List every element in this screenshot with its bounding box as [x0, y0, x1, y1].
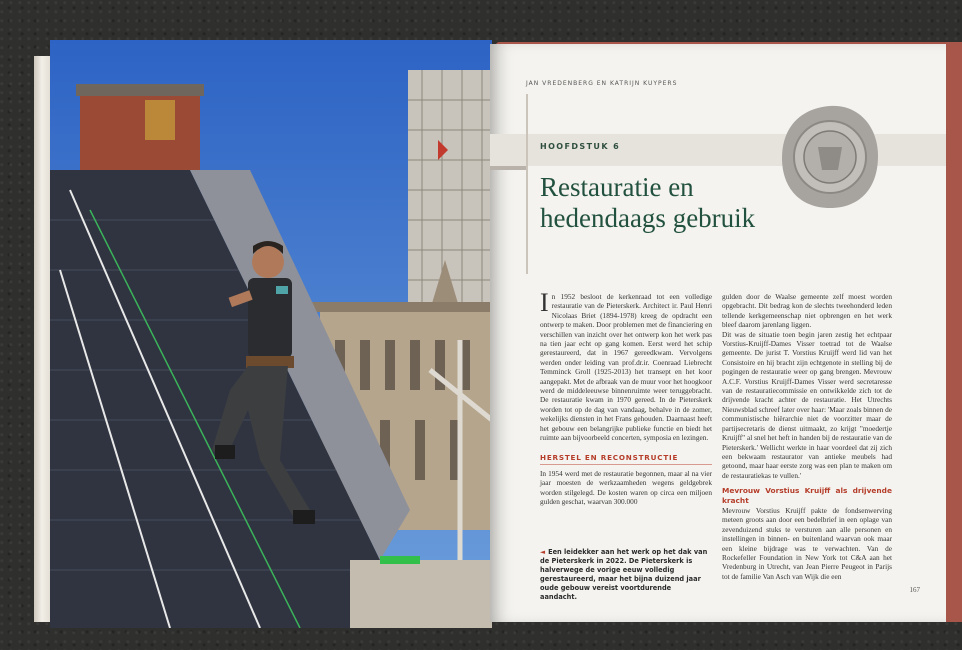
running-head: JAN VREDENBERG EN KATRIJN KUYPERS [526, 80, 678, 87]
open-book [30, 36, 950, 628]
paragraph-intro-text: n 1952 besloot de kerkenraad tot een volledige restauratie van de Pieterskerk. Architect ir. Paul Henri Nicolaas Briet (1894-1978) kreeg de opdracht een ontwerp te maken. Door problemen met de financiering en verschillen van inzicht over het ontwerp kon het werk pas na tien jaar echt op gang komen. Eerst werd het schip gerestaureerd, dat in 1967 gereedkwam. Vervolgens werden onder leiding van prof.dr.ir. Coenraad Liebrecht Temminck Groll (1925-2013) het transept en het koor aangepakt. Met de afbraak van de muur voor het hoogkoor werd de middeleeuwse binnenruimte weer teruggebracht. De restauratie kwam in 1970 gereed. In de Pieterskerk worden tot op de dag van vandaag, behalve in de zomer, wekelijks diensten in het Frans gehouden. Daarnaast heeft het gebouw een belangrijke publieke functie en biedt het ruimte aan bijvoorbeeld concerten, symposia en lezingen. [540, 292, 712, 443]
photo-caption [540, 548, 710, 602]
chapter-title [540, 172, 800, 234]
silver-coin-image [778, 102, 882, 212]
section-heading-herstel: HERSTEL EN RECONSTRUCTIE [540, 453, 712, 465]
header-band-accent [490, 166, 528, 170]
caption-text: Een leidekker aan het werk op het dak van de Pieterskerk in 2022. De Pieterskerk is halverwege de vorige eeuw volledig gerestaureerd, maar het bijna duizend jaar oude gebouw vereist voortdurende aandacht. [540, 548, 708, 601]
drop-cap: I [540, 288, 549, 317]
chimney [76, 84, 204, 170]
roofer-photo-illustration [50, 40, 492, 628]
text-column-1 [540, 288, 712, 507]
paragraph-fondsenwerving: Mevrouw Vorstius Kruijff pakte de fondsenwerving meteen groots aan door een bedelbrief in een oplage van zevenduizend stuks te versturen aan alle personen en instellingen in binnen- en buitenland waarvan ook maar een kleine bijdrage was te verwachten. Van de Rockefeller Foundation in New York tot C&A aan het Vredenburg in Utrecht, van Jean Pierre Peugeot in Parijs tot de familie Van Asch van Wijk die een [722, 505, 892, 581]
paragraph-gulden: gulden door de Waalse gemeente zelf moest worden opgebracht. Dit bedrag kon de slechts tweehonderd leden tellende kerkgemeenschap niet opbrengen en het werk bleef daarom jarenlang liggen. [722, 292, 892, 330]
paragraph-situatie: Dit was de situatie toen begin jaren zestig het echtpaar Vorstius-Kruijff-Dames Visser toetrad tot de Waalse gemeente. De jurist T. Vorstius Kruijff werd lid van het Consistoire en hij bracht zijn echtgenote in stelling bij de pogingen de restauratie weer op gang brengen. Mevrouw A.C.F. Vorstius Kruijff-Dames Visser werd secretaresse van de restauratiecommissie en ontwikkelde zich tot de drijvende kracht achter de restauratie. Het Utrechts Nieuwsblad schreef later over haar: 'Maar zoals binnen de communistische hiërarchie niet de voorzitter maar de partijsecretaris de dienst uitmaakt, zo krijgt "moedertje Kruijff" al snel het heft in handen bij de restauratie van de Pieterskerk.' Wellicht werkte in haar voordeel dat zij zich een bekwaam restaurator van antieke meubels had getoond, maar haar eerste zorg was een plan te maken om de restauratiekas te vullen.' [722, 329, 892, 480]
text-column-2 [722, 292, 892, 581]
roofer-photo [50, 40, 492, 628]
section-heading-vorstius: Mevrouw Vorstius Kruijff als drijvende kracht [722, 486, 892, 505]
chapter-label: HOOFDSTUK 6 [540, 142, 621, 151]
decorative-rule [526, 94, 528, 274]
caption-arrow-icon: ◄ [540, 548, 546, 556]
green-tool [380, 556, 420, 564]
wooden-platform [350, 560, 492, 628]
paragraph-intro [540, 288, 712, 443]
paragraph-herstel: In 1954 werd met de restauratie begonnen, maar al na vier jaar moesten de werkzaamheden wegens geldgebrek worden stilgelegd. De kosten waren op circa een miljoen gulden geschat, waarvan 300.000 [540, 468, 712, 507]
chapter-title-line-2: hedendaags gebruik [540, 203, 756, 233]
text-page [490, 44, 946, 622]
page-number: 167 [909, 586, 920, 594]
chapter-title-line-1: Restauratie en [540, 172, 694, 202]
